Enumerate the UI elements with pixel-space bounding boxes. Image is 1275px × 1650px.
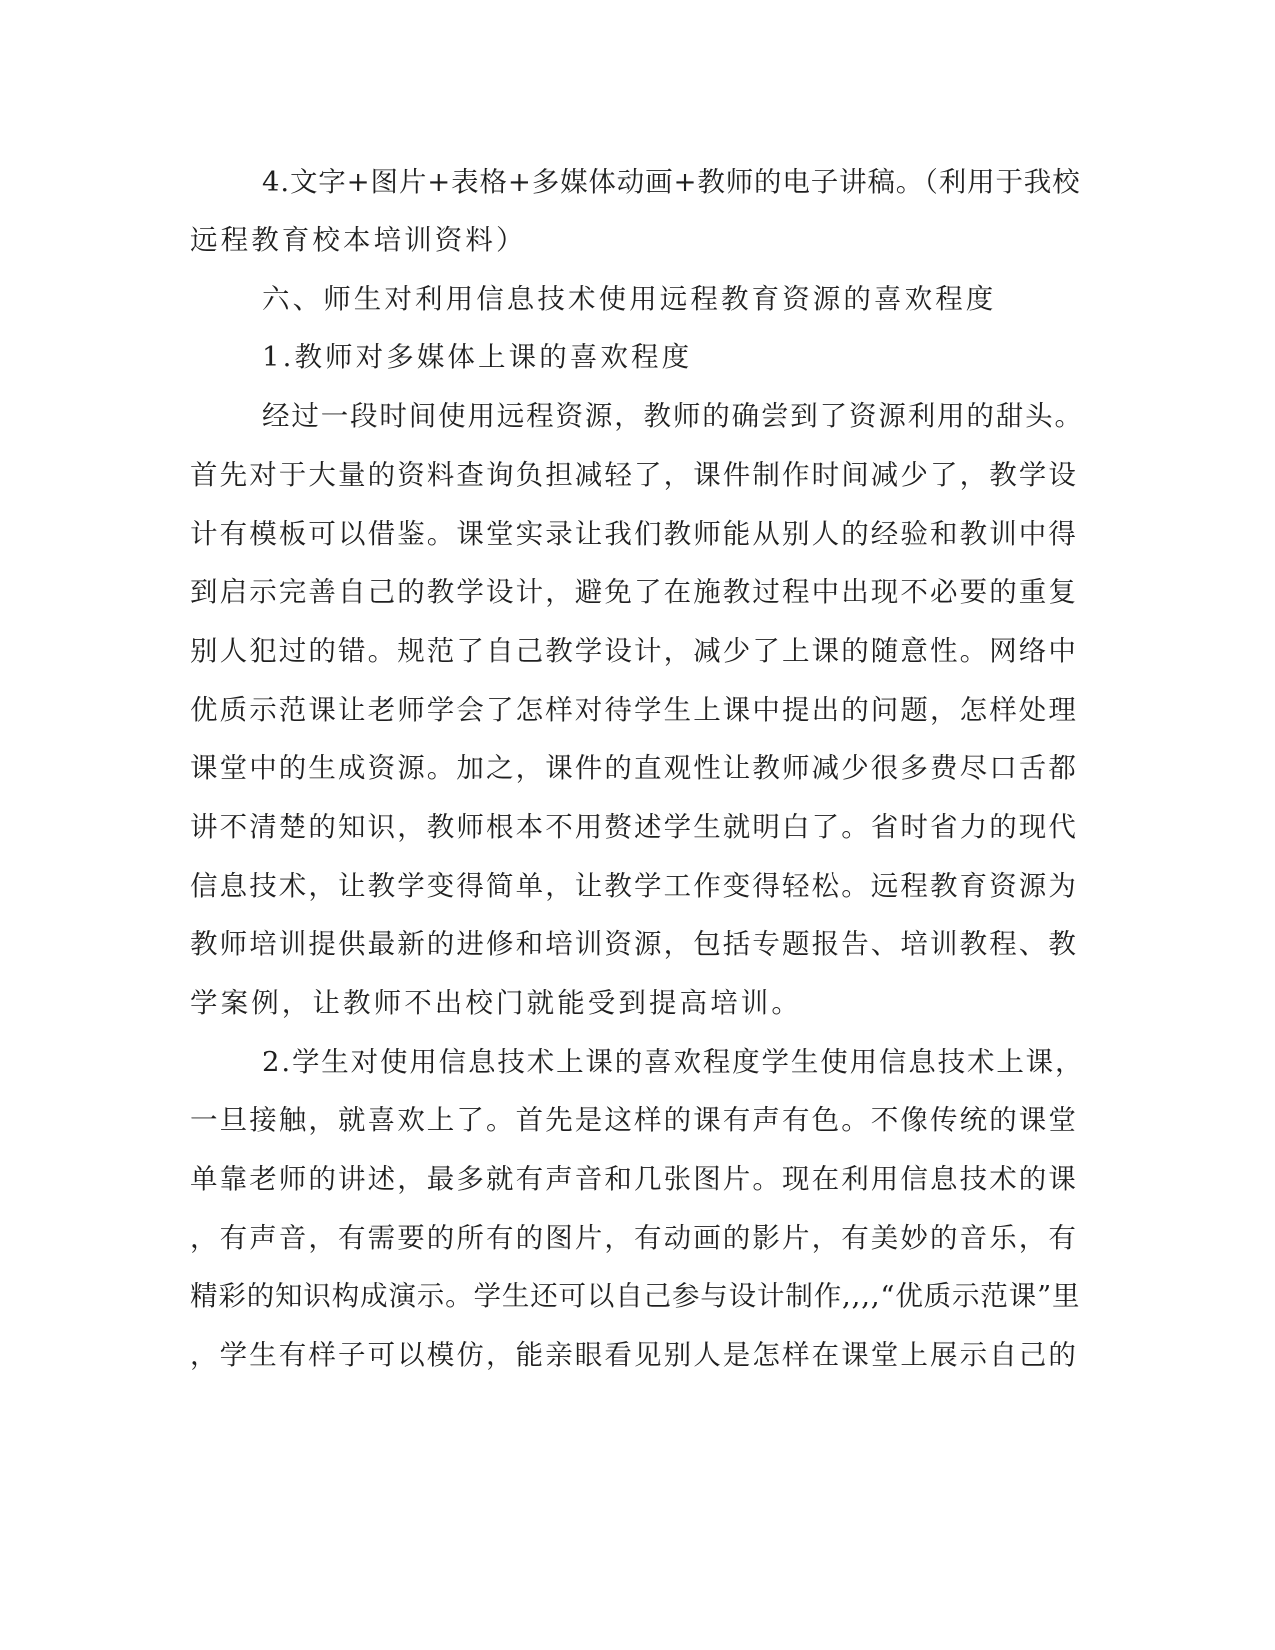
text-line: ，学生有样子可以模仿，能亲眼看见别人是怎样在课堂上展示自己的 bbox=[190, 1339, 1078, 1371]
text-line: 别人犯过的错。规范了自己教学设计，减少了上课的随意性。网络中 bbox=[190, 635, 1078, 667]
text-line: 精彩的知识构成演示。学生还可以自己参与设计制作,,,,“优质示范课”里 bbox=[190, 1280, 1081, 1312]
text-line: 讲不清楚的知识，教师根本不用赘述学生就明白了。省时省力的现代 bbox=[190, 811, 1078, 843]
text-line: 4.文字+图片+表格+多媒体动画+教师的电子讲稿。（利用于我校 bbox=[262, 166, 1081, 198]
text-line: 到启示完善自己的教学设计，避免了在施教过程中出现不必要的重复 bbox=[190, 576, 1078, 608]
subsection-heading: 2.学生对使用信息技术上课的喜欢程度学生使用信息技术上课， bbox=[262, 1046, 1085, 1078]
text-line: 信息技术，让教学变得简单，让教学工作变得轻松。远程教育资源为 bbox=[190, 870, 1078, 902]
text-line: 远程教育校本培训资料） bbox=[190, 224, 527, 256]
text-line: 一旦接触，就喜欢上了。首先是这样的课有声有色。不像传统的课堂 bbox=[190, 1104, 1078, 1136]
text-line: 首先对于大量的资料查询负担减轻了，课件制作时间减少了，教学设 bbox=[190, 459, 1078, 491]
text-line: 优质示范课让老师学会了怎样对待学生上课中提出的问题，怎样处理 bbox=[190, 694, 1078, 726]
text-line: 学案例，让教师不出校门就能受到提高培训。 bbox=[190, 987, 802, 1019]
subsection-heading: 1.教师对多媒体上课的喜欢程度 bbox=[262, 341, 693, 373]
text-line: 经过一段时间使用远程资源，教师的确尝到了资源利用的甜头。 bbox=[262, 400, 1084, 432]
text-line: 计有模板可以借鉴。课堂实录让我们教师能从别人的经验和教训中得 bbox=[190, 518, 1078, 550]
text-line: 单靠老师的讲述，最多就有声音和几张图片。现在利用信息技术的课 bbox=[190, 1163, 1078, 1195]
section-heading: 六、师生对利用信息技术使用远程教育资源的喜欢程度 bbox=[262, 283, 997, 315]
text-line: 教师培训提供最新的进修和培训资源，包括专题报告、培训教程、教 bbox=[190, 928, 1078, 960]
text-line: 课堂中的生成资源。加之，课件的直观性让教师减少很多费尽口舌都 bbox=[190, 752, 1078, 784]
text-line: ，有声音，有需要的所有的图片，有动画的影片，有美妙的音乐，有 bbox=[190, 1222, 1078, 1254]
